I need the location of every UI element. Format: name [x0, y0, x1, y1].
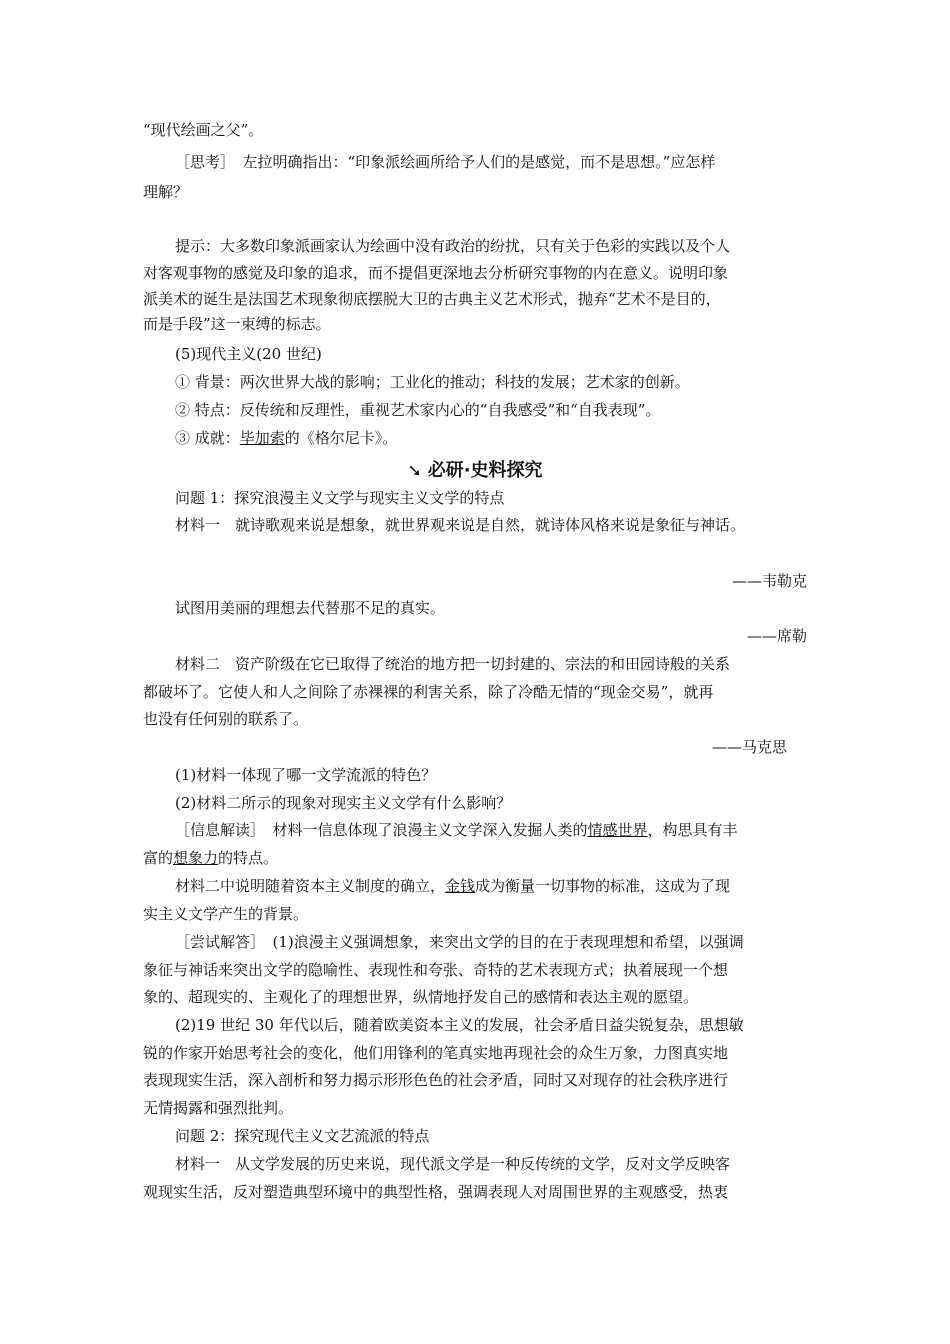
answer-text: 象的、超现实的、主观化了的理想世界，纵情地抒发自己的感情和表达主观的愿望。 [143, 988, 699, 1006]
text-line: (5)现代主义(20 世纪) [175, 345, 322, 363]
info-text: 材料二中说明随着资本主义制度的确立，金钱成为衡量一切事物的标准，这成为了现 [175, 877, 731, 895]
source-attribution: ——席勒 [746, 627, 807, 645]
underlined-term: 情感世界 [587, 821, 648, 839]
material-text: 都破坏了。它使人和人之间除了赤裸裸的利害关系，除了冷酷无情的“现金交易”，就再 [143, 683, 714, 701]
text-line: ［思考］ 左拉明确指出：“印象派绘画所给予人们的是感觉，而不是思想。”应怎样 [175, 153, 716, 171]
info-text: 实主义文学产生的背景。 [143, 905, 309, 923]
text-line: ② 特点：反传统和反理性，重视艺术家内心的“自我感受”和“自我表现”。 [175, 401, 661, 419]
text-line: 对客观事物的感觉及印象的追求，而不提倡更深地去分析研究事物的内在意义。说明印象 [143, 264, 729, 282]
answer-text: ［尝试解答］ (1)浪漫主义强调想象，来突出文学的目的在于表现理想和希望，以强调 [175, 933, 744, 951]
text-line: 提示：大多数印象派画家认为绘画中没有政治的纷扰，只有关于色彩的实践以及个人 [175, 237, 731, 255]
source-attribution: ——韦勒克 [731, 572, 807, 590]
material-text: 材料一 就诗歌观来说是想象，就世界观来说是自然，就诗体风格来说是象征与神话。 [175, 516, 746, 534]
question-item: (2)材料二所示的现象对现实主义文学有什么影响？ [175, 794, 512, 812]
text-line: ③ 成就：毕加索的《格尔尼卡》。 [175, 429, 398, 447]
section-heading [0, 456, 950, 482]
material-text: 材料二 资产阶级在它已取得了统治的地方把一切封建的、宗法的和田园诗般的关系 [175, 655, 731, 673]
material-text: 试图用美丽的理想去代替那不足的真实。 [175, 599, 446, 617]
answer-text: 表现现实生活，深入剖析和努力揭示形形色色的社会矛盾，同时又对现存的社会秩序进行 [143, 1071, 729, 1089]
underlined-term: 金钱 [445, 877, 476, 895]
text-line: ① 背景：两次世界大战的影响；工业化的推动；科技的发展；艺术家的创新。 [175, 373, 690, 391]
question-title: 问题 1：探究浪漫主义文学与现实主义文学的特点 [175, 489, 505, 507]
info-text: 富的想象力的特点。 [143, 849, 279, 867]
material-text: 也没有任何别的联系了。 [143, 710, 309, 728]
text-line: 派美术的诞生是法国艺术现象彻底摆脱大卫的古典主义艺术形式，抛弃“艺术不是目的， [143, 290, 721, 308]
answer-text: 无情揭露和强烈批判。 [143, 1099, 294, 1117]
section-title: 必研·史料探究 [427, 460, 543, 481]
source-attribution: ——马克思 [711, 738, 787, 756]
answer-text: (2)19 世纪 30 年代以后，随着欧美资本主义的发展，社会矛盾日益尖锐复杂，思想敏 [175, 1016, 744, 1034]
info-text: ［信息解读］ 材料一信息体现了浪漫主义文学深入发掘人类的情感世界，构思具有丰 [175, 821, 738, 839]
answer-text: 象征与神话来突出文学的隐喻性、表现性和夸张、奇特的艺术表现方式；执着展现一个想 [143, 961, 729, 979]
material-text: 观现实生活，反对塑造典型环境中的典型性格，强调表现人对周围世界的主观感受，热衷 [143, 1183, 729, 1201]
question-item: (1)材料一体现了哪一文学流派的特色？ [175, 766, 437, 784]
underlined-term: 想象力 [173, 849, 219, 867]
question-title: 问题 2：探究现代主义文艺流派的特点 [175, 1127, 430, 1145]
text-line: 而是手段”这一束缚的标志。 [143, 315, 331, 333]
text-line: 理解？ [143, 183, 189, 201]
arrow-icon: ➘ [407, 461, 422, 481]
underlined-term: 毕加索 [239, 429, 285, 447]
answer-text: 锐的作家开始思考社会的变化，他们用锋利的笔真实地再现社会的众生万象，力图真实地 [143, 1044, 729, 1062]
text-line: “现代绘画之父”。 [143, 121, 264, 139]
material-text: 材料一 从文学发展的历史来说，现代派文学是一种反传统的文学，反对文学反映客 [175, 1155, 731, 1173]
